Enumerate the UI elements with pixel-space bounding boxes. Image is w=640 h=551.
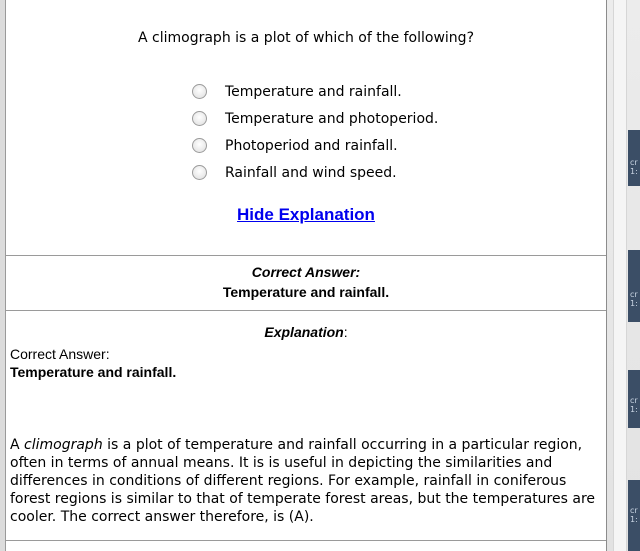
thumbnail-label: 1: <box>630 515 638 524</box>
explanation-answer-value: Temperature and rainfall. <box>10 364 177 380</box>
question-text: A climograph is a plot of which of the following? <box>138 30 474 46</box>
option-a[interactable] <box>190 78 438 105</box>
background-thumbnail <box>628 250 640 322</box>
correct-answer-heading: Correct Answer: <box>251 264 361 280</box>
radio-button[interactable] <box>192 138 207 153</box>
explanation-answer-label: Correct Answer: <box>10 346 110 362</box>
correct-answer-value: Temperature and rainfall. <box>222 284 390 300</box>
thumbnail-label: cr <box>630 506 638 515</box>
background-thumbnail <box>628 480 640 551</box>
thumbnail-label: 1: <box>630 299 638 308</box>
scrollbar-track[interactable] <box>613 0 627 551</box>
option-label: Temperature and photoperiod. <box>225 110 439 127</box>
thumbnail-label: 1: <box>630 405 638 414</box>
thumbnail-label: cr <box>630 290 638 299</box>
divider <box>6 255 606 256</box>
option-label: Temperature and rainfall. <box>225 83 402 100</box>
background-thumbnail <box>628 130 640 186</box>
option-c[interactable] <box>190 132 438 159</box>
thumbnail-label: 1: <box>630 167 638 176</box>
question-panel <box>6 0 606 551</box>
paragraph-body: is a plot of temperature and rainfall occurring in a particular region, often in terms of annual means. It is is useful in depicting the similarities and differences in conditions of different regions. For example, rainfall in coniferous forest regions is similar to that of temperate forest areas, but the temperatures are cooler. The correct answer therefore, is (A). <box>10 437 595 525</box>
thumbnail-label: cr <box>630 158 638 167</box>
option-d[interactable] <box>190 159 438 186</box>
radio-button[interactable] <box>192 165 207 180</box>
explanation-title: Explanation <box>264 324 344 340</box>
paragraph-lead: A <box>10 437 25 453</box>
background-thumbnail <box>628 370 640 428</box>
radio-button[interactable] <box>192 111 207 126</box>
divider <box>6 540 606 541</box>
explanation-heading <box>6 324 606 340</box>
option-label: Rainfall and wind speed. <box>225 164 397 181</box>
climograph-term: climograph <box>24 437 103 453</box>
option-b[interactable] <box>190 105 438 132</box>
radio-button[interactable] <box>192 84 207 99</box>
thumbnail-label: cr <box>630 396 638 405</box>
answer-options <box>190 78 438 186</box>
explanation-colon: : <box>343 324 348 340</box>
option-label: Photoperiod and rainfall. <box>225 137 398 154</box>
hide-explanation-link[interactable]: Hide Explanation <box>237 205 375 224</box>
divider <box>6 310 606 311</box>
explanation-paragraph <box>10 436 602 526</box>
